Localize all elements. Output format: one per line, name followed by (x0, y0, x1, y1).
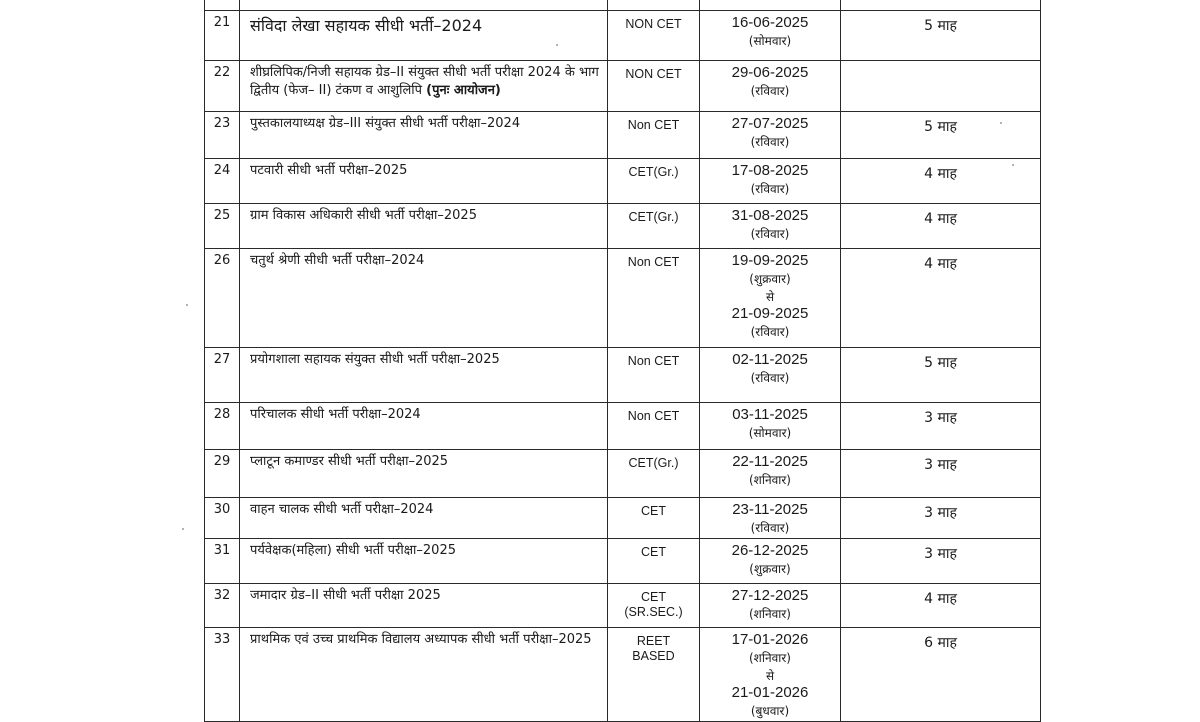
weekday-label: (रविवार) (750, 521, 790, 535)
exam-category: CET (SR.SEC.) (608, 584, 700, 628)
serial-number: 32 (205, 584, 240, 628)
weekday-label: (सोमवार) (748, 34, 792, 48)
date-value: 17-08-2025 (731, 162, 809, 179)
serial-number: 29 (205, 450, 240, 498)
result-duration (841, 61, 1041, 112)
serial-number: 22 (205, 61, 240, 112)
table-row (205, 11, 1041, 61)
table-row (205, 628, 1041, 722)
exam-name (240, 61, 608, 112)
scan-speck (182, 528, 184, 530)
exam-name (240, 584, 608, 628)
weekday-label: (शनिवार) (749, 607, 791, 621)
date-value: 27-12-2025 (731, 587, 809, 604)
serial-number: 25 (205, 204, 240, 249)
serial-number: 28 (205, 403, 240, 450)
result-duration: 4 माह (841, 249, 1041, 348)
table-row (205, 348, 1041, 403)
exam-date (700, 450, 841, 498)
table-row (205, 112, 1041, 159)
result-duration: 3 माह (841, 403, 1041, 450)
weekday-label: (बुधवार) (750, 704, 790, 718)
exam-name-text: परिचालक सीधी भर्ती परीक्षा–2024 (250, 407, 421, 422)
exam-name (240, 159, 608, 204)
exam-category: NON CET (608, 61, 700, 112)
result-duration: 3 माह (841, 498, 1041, 539)
serial-number: 33 (205, 628, 240, 722)
exam-schedule-table (204, 0, 1041, 722)
weekday-label: (शनिवार) (749, 651, 791, 665)
exam-category: REET BASED (608, 628, 700, 722)
date-value: 02-11-2025 (732, 351, 808, 368)
exam-name (240, 112, 608, 159)
exam-name-text: जमादार ग्रेड–II सीधी भर्ती परीक्षा 2025 (250, 588, 441, 603)
scan-speck (1012, 164, 1014, 166)
exam-name (240, 539, 608, 584)
exam-name-text: प्राथमिक एवं उच्च प्राथमिक विद्यालय अध्यापक सीधी भर्ती परीक्षा–2025 (250, 632, 592, 647)
exam-date (700, 584, 841, 628)
result-duration: 4 माह (841, 204, 1041, 249)
weekday-label: (शुक्रवार) (749, 562, 791, 576)
weekday-label: (रविवार) (750, 182, 790, 196)
table-row (205, 61, 1041, 112)
exam-name (240, 204, 608, 249)
weekday-label: (रविवार) (750, 227, 790, 241)
exam-category: CET(Gr.) (608, 204, 700, 249)
exam-name-text: पर्यवेक्षक(महिला) सीधी भर्ती परीक्षा–2025 (250, 543, 456, 558)
result-duration: 6 माह (841, 628, 1041, 722)
serial-number: 21 (205, 11, 240, 61)
date-value: 03-11-2025 (732, 406, 808, 423)
weekday-label: (शुक्रवार) (749, 272, 791, 286)
table-row (205, 498, 1041, 539)
result-duration: 4 माह (841, 159, 1041, 204)
date-value: 21-01-2026 (731, 684, 809, 701)
weekday-label: (शनिवार) (749, 473, 791, 487)
weekday-label: (रविवार) (750, 325, 790, 339)
exam-category: CET (608, 539, 700, 584)
exam-date (700, 204, 841, 249)
exam-name-text: प्लाटून कमाण्डर सीधी भर्ती परीक्षा–2025 (250, 454, 449, 469)
serial-number: 31 (205, 539, 240, 584)
result-duration: 5 माह (841, 11, 1041, 61)
exam-category: CET(Gr.) (608, 159, 700, 204)
exam-category: CET(Gr.) (608, 450, 700, 498)
exam-name-text: पुस्तकालयाध्यक्ष ग्रेड–III संयुक्त सीधी भर्ती परीक्षा–2024 (250, 116, 521, 131)
exam-date (700, 249, 841, 348)
date-range-separator: से (765, 290, 775, 304)
serial-number: 23 (205, 112, 240, 159)
table-row (205, 539, 1041, 584)
exam-date (700, 628, 841, 722)
weekday-label: (रविवार) (750, 135, 790, 149)
serial-number: 27 (205, 348, 240, 403)
table-row (205, 204, 1041, 249)
exam-date (700, 11, 841, 61)
exam-date (700, 539, 841, 584)
exam-category: CET (608, 498, 700, 539)
table-row (205, 403, 1041, 450)
date-value: 17-01-2026 (731, 631, 809, 648)
exam-name-text: चतुर्थ श्रेणी सीधी भर्ती परीक्षा–2024 (250, 253, 425, 268)
table-row (205, 159, 1041, 204)
date-range-separator: से (765, 669, 775, 683)
exam-name-emphasis: (पुनः आयोजन) (426, 83, 501, 98)
serial-number: 26 (205, 249, 240, 348)
result-duration: 5 माह (841, 112, 1041, 159)
date-value: 23-11-2025 (732, 501, 808, 518)
result-duration: 5 माह (841, 348, 1041, 403)
exam-category: Non CET (608, 249, 700, 348)
date-value: 29-06-2025 (731, 64, 809, 81)
exam-name (240, 498, 608, 539)
exam-name-text: ग्राम विकास अधिकारी सीधी भर्ती परीक्षा–2025 (250, 208, 477, 223)
exam-category: NON CET (608, 11, 700, 61)
exam-date (700, 498, 841, 539)
date-value: 19-09-2025 (731, 252, 809, 269)
exam-name (240, 11, 608, 61)
result-duration: 4 माह (841, 584, 1041, 628)
exam-category: Non CET (608, 403, 700, 450)
exam-name-text: वाहन चालक सीधी भर्ती परीक्षा–2024 (250, 502, 434, 517)
date-value: 31-08-2025 (731, 207, 809, 224)
weekday-label: (रविवार) (750, 371, 790, 385)
weekday-label: (सोमवार) (748, 426, 792, 440)
exam-name (240, 249, 608, 348)
date-value: 22-11-2025 (732, 453, 808, 470)
exam-name-text: पटवारी सीधी भर्ती परीक्षा–2025 (250, 163, 408, 178)
exam-date (700, 403, 841, 450)
scan-speck (1000, 122, 1002, 124)
table-row-partial (205, 0, 1041, 11)
scan-speck (186, 304, 188, 306)
weekday-label: (रविवार) (750, 84, 790, 98)
date-value: 16-06-2025 (731, 14, 809, 31)
exam-name-text: शीघ्रलिपिक/निजी सहायक ग्रेड–II संयुक्त सीधी भर्ती परीक्षा 2024 के भाग द्वितीय (फेज– II) टंकण व आशुलिपि (250, 65, 599, 98)
result-duration: 3 माह (841, 539, 1041, 584)
date-value: 26-12-2025 (731, 542, 809, 559)
exam-category: Non CET (608, 348, 700, 403)
exam-category: Non CET (608, 112, 700, 159)
exam-name-text: प्रयोगशाला सहायक संयुक्त सीधी भर्ती परीक्षा–2025 (250, 352, 500, 367)
scan-speck (556, 44, 558, 46)
exam-name (240, 450, 608, 498)
exam-name (240, 628, 608, 722)
exam-schedule-body (205, 0, 1041, 722)
date-value: 27-07-2025 (731, 115, 809, 132)
exam-date (700, 61, 841, 112)
serial-number: 24 (205, 159, 240, 204)
serial-number: 30 (205, 498, 240, 539)
exam-date (700, 159, 841, 204)
result-duration: 3 माह (841, 450, 1041, 498)
exam-name (240, 348, 608, 403)
exam-date (700, 112, 841, 159)
exam-date (700, 348, 841, 403)
date-value: 21-09-2025 (731, 305, 809, 322)
table-row (205, 249, 1041, 348)
exam-name-text: संविदा लेखा सहायक सीधी भर्ती–2024 (250, 16, 483, 35)
table-row (205, 584, 1041, 628)
table-row (205, 450, 1041, 498)
exam-name (240, 403, 608, 450)
